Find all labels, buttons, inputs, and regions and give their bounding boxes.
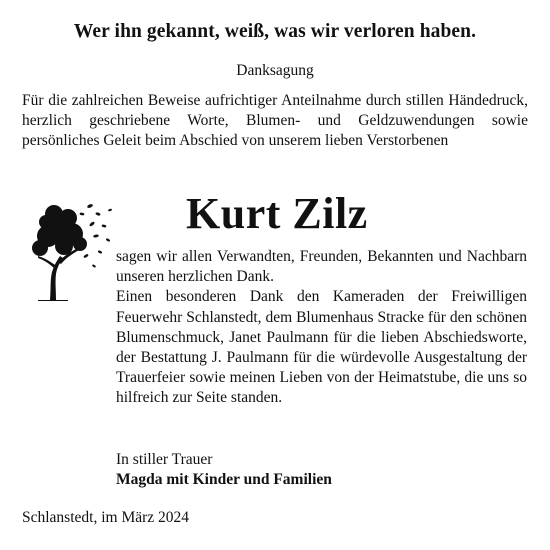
special-thanks-paragraph: Einen besonderen Dank den Kameraden der Freiwilligen Feuerwehr Schlanstedt, dem Blumenhaus Stracke für den schönen Blumenschmuck, Janet Paulmann für die lieben Abschiedsworte, der Bestattung J. Paulmann für die würdevolle Ausgestaltung der Trauerfeier sowie meinen Lieben von der Heimatstube, die uns so hilfreich zur Seite standen. <box>116 288 527 407</box>
thanks-text <box>116 247 527 409</box>
intro-paragraph: Für die zahlreichen Beweise aufrichtiger Anteilnahme durch stillen Händedruck, herzlich geschriebene Worte, Blumen- und Geldzuwendungen sowie persönliches Geleit beim Abschied von unserem lieben Verstorbenen <box>22 92 528 149</box>
windblown-tree-icon <box>20 196 116 302</box>
signer: Magda mit Kinder und Familien <box>116 471 332 488</box>
deceased-name: Kurt Zilz <box>186 189 368 238</box>
motto: Wer ihn gekannt, weiß, was wir verloren haben. <box>73 21 477 42</box>
thanks-paragraph: sagen wir allen Verwandten, Freunden, Bekannten und Nachbarn unseren herzlichen Dank. <box>116 248 527 286</box>
notice-heading: Danksagung <box>236 62 314 79</box>
place-date: Schlanstedt, im März 2024 <box>22 509 190 526</box>
signoff: In stiller Trauer <box>116 451 213 468</box>
